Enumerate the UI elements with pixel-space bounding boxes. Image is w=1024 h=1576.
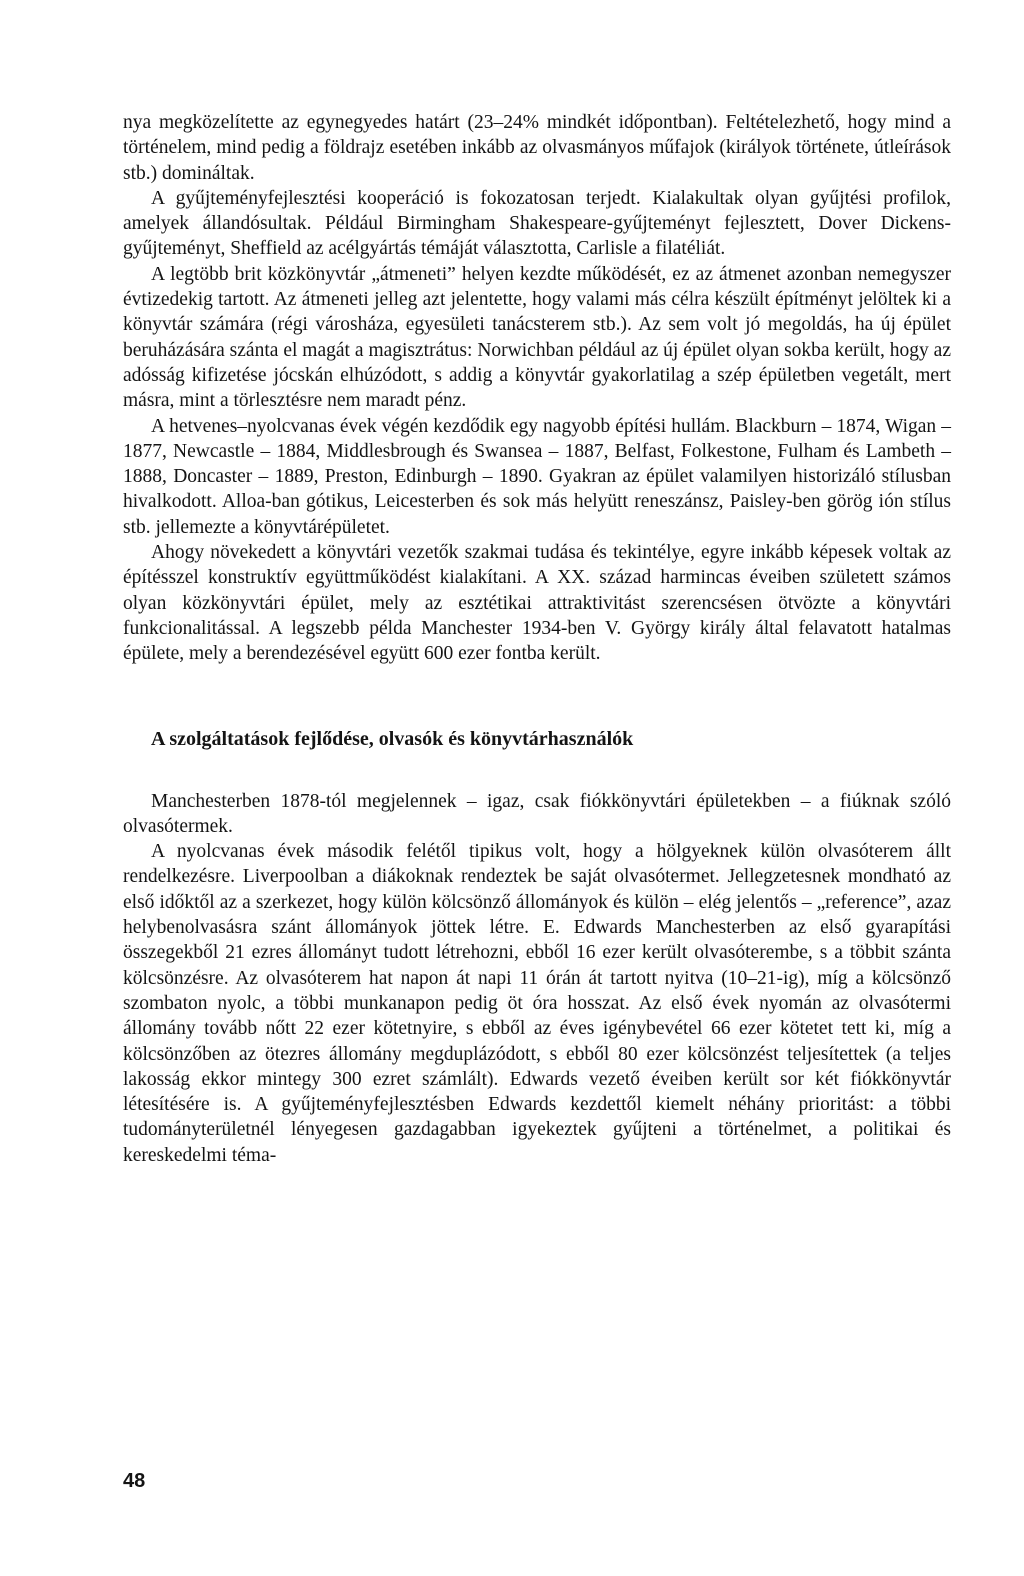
paragraph-continuation: nya megközelítette az egynegyedes határt (23–24% mindkét időpontban). Feltételezhető, hogy mind a történelem, mind pedig a földrajz esetében inkább az olvasmányos műfajok (királyok története, útleírások stb.) domináltak. — [123, 112, 951, 184]
paragraph-collection-cooperation: A gyűjteményfejlesztési kooperáció is fokozatosan terjedt. Kialakultak olyan gyűjtési profilok, amelyek állandósultak. Például Birmingham Shakespeare-gyűjteményt fejlesztett, Dover Dickens-gyűjteményt, Sheffield az acélgyártás témáját választotta, Carlisle a filatéliát. — [123, 187, 951, 260]
page-body — [123, 110, 951, 1168]
paragraph-building-wave: A hetvenes–nyolcvanas évek végén kezdődik egy nagyobb építési hullám. Blackburn – 1874, Wigan – 1877, Newcastle – 1884, Middlesbrough és Swansea – 1887, Belfast, Folkestone, Fulham és Lambeth – 1888, Doncaster – 1889, Preston, Edinburgh – 1890. Gyakran az épület valamilyen historizáló stílusban hivalkodott. Alloa-ban gótikus, Leicesterben és sok más helyütt reneszánsz, Paisley-ben görög ión stílus stb. jellemezte a könyvtárépületet. — [123, 415, 951, 538]
page-number: 48 — [123, 1470, 146, 1492]
paragraph-reading-rooms-details: A nyolcvanas évek második felétől tipikus volt, hogy a hölgyeknek külön olvasóterem állt rendelkezésre. Liverpoolban a diákoknak rendeztek be saját olvasótermet. Jellegzetesnek mondható az első időktől az a szerkezet, hogy külön kölcsönző állományok és külön – elég jelentős – „reference”, azaz helybenolvasásra szánt állományok jöttek létre. E. Edwards Manchesterben az első gyarapítási összegekből 21 ezres állományt tudott létrehozni, ebből 16 ezer került olvasóterembe, s a többit szánta kölcsönzésre. Az olvasóterem hat napon át napi 11 órán át tartott nyitva (10–21-ig), míg a kölcsönző szombaton nyolc, a többi munkanapon pedig öt óra hosszat. Az első évek nyomán az olvasótermi állomány tovább nőtt 22 ezer kötetnyire, s ebből az éves igénybevétel 66 ezer kötetet tett ki, míg a kölcsönzőben az ötezres állomány megduplázódott, s ebből 80 ezer kölcsönzést teljesítettek (a teljes lakosság ekkor mintegy 300 ezret számlált). Edwards vezető éveiben került sor két fiókkönyvtár létesítésére is. A gyűjteményfejlesztésben Edwards kezdettől kiemelt néhány prioritást: a többi tudományterületnél lényegesen gazdagabban igyekeztek gyűjteni a történelmet, a politikai és kereskedelmi téma- — [123, 841, 951, 1166]
paragraph-temporary-premises: A legtöbb brit közkönyvtár „átmeneti” helyen kezdte működését, ez az átmenet azonban nemegyszer évtizedekig tartott. Az átmeneti jelleg azt jelentette, hogy valami más célra készült építményt jelöltek ki a könyvtár számára (régi városháza, egyesületi tanácsterem stb.). Az sem volt jó megoldás, ha új épület beruházására szánta el magát a magisztrátus: Norwichban például az új épület olyan sokba került, hogy az adósság kifizetése jócskán elhúzódott, s addig a könyvtár gyakorlatilag a szép épületben vegetált, mert másra, mint a törlesztésre nem maradt pénz. — [123, 263, 951, 412]
paragraph-boys-reading-rooms: Manchesterben 1878-tól megjelennek – igaz, csak fiókkönyvtári épületekben – a fiúknak szóló olvasótermek. — [123, 790, 951, 837]
paragraph-architect-cooperation: Ahogy növekedett a könyvtári vezetők szakmai tudása és tekintélye, egyre inkább képesek voltak az építésszel konstruktív együttműködést kialakítani. A XX. század harmincas éveiben született számos olyan közkönyvtári épület, mely az esztétikai attraktivitást szerencsésen ötvözte a könyvtári funkcionalitással. A legszebb példa Manchester 1934-ben V. György király által felavatott hatalmas épülete, mely a berendezésével együtt 600 ezer fontba került. — [123, 542, 951, 665]
section-heading: A szolgáltatások fejlődése, olvasók és könyvtárhasználók — [151, 727, 634, 750]
